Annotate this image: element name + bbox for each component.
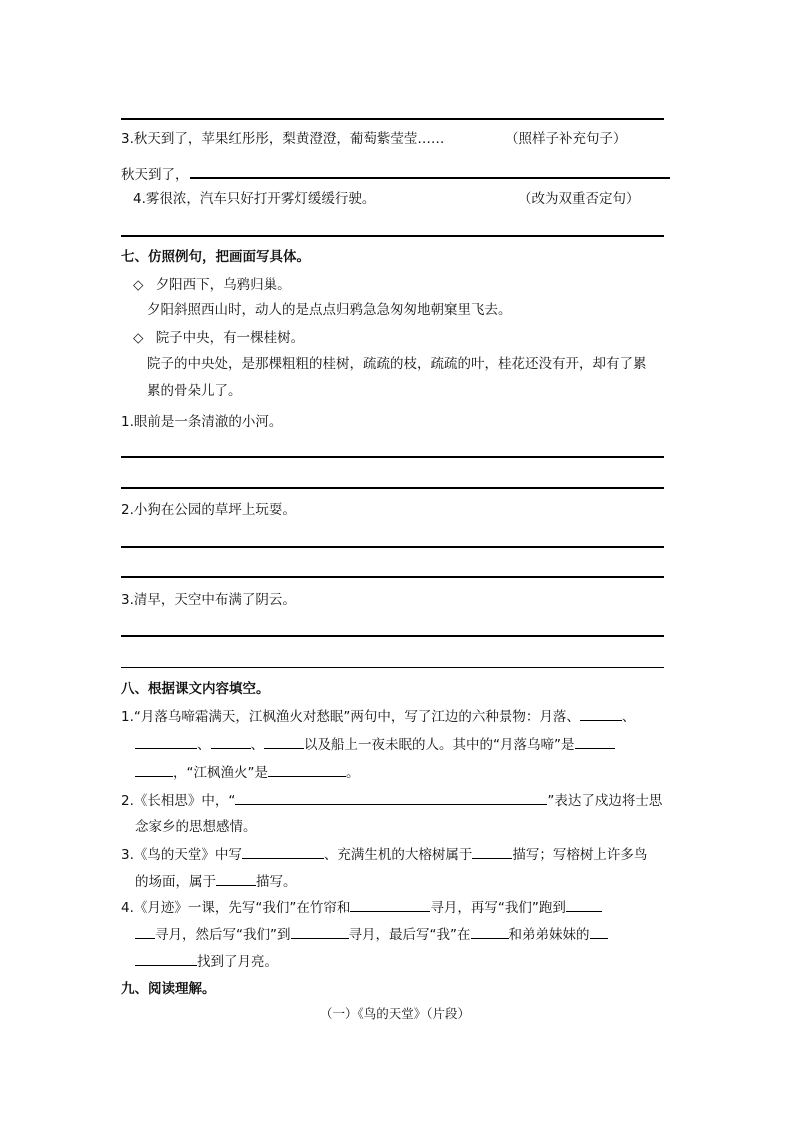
fill-8-4-text: 寻月，再写“我们”跑到 <box>430 900 566 916</box>
question-3-answer-prefix: 秋天到了， <box>121 167 189 183</box>
blank[interactable] <box>135 762 173 777</box>
exercise-7-2: 2.小狗在公园的草坪上玩耍。 <box>121 502 296 518</box>
question-3-text: 3.秋天到了，苹果红彤彤，梨黄澄澄，葡萄紫莹莹…… <box>121 131 445 147</box>
blank[interactable] <box>575 734 615 749</box>
fill-8-4-line2 <box>135 923 608 943</box>
exercise-7-1-answer-line[interactable] <box>121 456 664 458</box>
fill-8-1-line2 <box>135 733 615 753</box>
fill-8-4-line3 <box>135 950 278 970</box>
section-7-title: 七、仿照例句，把画面写具体。 <box>121 249 310 265</box>
fill-8-1-line3 <box>135 761 360 781</box>
fill-8-1-text: 1.“月落乌啼霜满天，江枫渔火对愁眠”两句中，写了江边的六种景物：月落、 <box>121 709 580 725</box>
fill-8-4-text: 找到了月亮。 <box>197 954 278 970</box>
section-9-title: 九、阅读理解。 <box>121 981 216 997</box>
question-3-answer-line[interactable] <box>190 177 670 179</box>
fill-8-3-text: 描写。 <box>256 874 297 890</box>
example-2-prompt-text: 院子中央，有一棵桂树。 <box>155 330 305 346</box>
diamond-bullet-icon: ◇ <box>133 330 144 346</box>
fill-8-1-text: 、 <box>197 737 211 753</box>
fill-8-2-text: 2.《长相思》中，“ <box>121 793 236 809</box>
blank[interactable] <box>471 924 509 939</box>
blank[interactable] <box>211 734 251 749</box>
diamond-bullet-icon: ◇ <box>133 277 144 293</box>
blank[interactable] <box>216 871 256 886</box>
exercise-7-3: 3.清早，天空中布满了阴云。 <box>121 592 296 608</box>
blank[interactable] <box>580 706 622 721</box>
blank[interactable] <box>135 924 155 939</box>
question-4-answer-line[interactable] <box>121 235 664 237</box>
exercise-7-3-answer-line[interactable] <box>121 635 664 637</box>
example-1-answer: 夕阳斜照西山时，动人的是点点归鸦急急匆匆地朝窠里飞去。 <box>147 302 512 318</box>
blank[interactable] <box>235 790 547 805</box>
section-8-title: 八、根据课文内容填空。 <box>121 681 270 697</box>
fill-8-4-text: 寻月，然后写“我们”到 <box>155 927 291 943</box>
fill-8-4-text: 4.《月迹》一课，先写“我们”在竹帘和 <box>121 900 351 916</box>
fill-8-3-text: 、充满生机的大榕树属于 <box>323 847 473 863</box>
exercise-7-1: 1.眼前是一条清澈的小河。 <box>121 414 283 430</box>
fill-8-4-line1 <box>121 896 602 916</box>
exercise-7-3-answer-line[interactable] <box>121 667 664 668</box>
example-2-answer-line1: 院子的中央处，是那棵粗粗的桂树，疏疏的枝，疏疏的叶，桂花还没有开，却有了累 <box>147 356 647 372</box>
blank[interactable] <box>268 762 346 777</box>
blank[interactable] <box>590 924 608 939</box>
fill-8-1-text: 以及船上一夜未眠的人。其中的“月落乌啼”是 <box>304 737 575 753</box>
fill-8-2-line1 <box>121 789 662 809</box>
question-4-text: 4.雾很浓，汽车只好打开雾灯缓缓行驶。 <box>133 191 376 207</box>
example-2-answer-line2: 累的骨朵儿了。 <box>147 383 242 399</box>
exercise-7-1-answer-line[interactable] <box>121 487 664 489</box>
fill-8-4-text: 寻月，最后写“我”在 <box>348 927 471 943</box>
blank[interactable] <box>472 844 512 859</box>
fill-8-3-line2 <box>135 870 297 890</box>
question-3 <box>121 127 444 147</box>
blank[interactable] <box>135 951 197 966</box>
fill-8-3-text: 的场面，属于 <box>135 874 216 890</box>
fill-8-1-line1 <box>121 705 635 725</box>
fill-8-3-line1 <box>121 843 647 863</box>
fill-8-1-text: 、 <box>250 737 264 753</box>
blank[interactable] <box>291 924 349 939</box>
blank[interactable] <box>135 734 197 749</box>
question-4-instruction: （改为双重否定句） <box>518 191 640 207</box>
fill-8-1-text: 、 <box>621 709 636 725</box>
exercise-7-2-answer-line[interactable] <box>121 546 664 548</box>
passage-title: （一）《鸟的天堂》（片段） <box>320 1006 471 1021</box>
answer-line[interactable] <box>121 118 664 120</box>
fill-8-3-text: 3.《鸟的天堂》中写 <box>121 847 242 863</box>
exercise-7-2-answer-line[interactable] <box>121 576 664 578</box>
fill-8-2-text: ”表达了戍边将士思 <box>547 793 663 809</box>
blank[interactable] <box>566 897 602 912</box>
example-2-prompt <box>133 326 304 346</box>
question-3-instruction: （照样子补充句子） <box>505 131 627 147</box>
blank[interactable] <box>350 897 430 912</box>
fill-8-1-text: 。 <box>346 765 360 781</box>
blank[interactable] <box>242 844 324 859</box>
blank[interactable] <box>264 734 304 749</box>
example-1-prompt-text: 夕阳西下，乌鸦归巢。 <box>155 277 291 293</box>
fill-8-3-text: 描写；写榕树上许多鸟 <box>512 847 648 863</box>
fill-8-1-text: ，“江枫渔火”是 <box>173 765 268 781</box>
fill-8-2-line2: 念家乡的思想感情。 <box>135 819 257 835</box>
example-1-prompt <box>133 273 291 293</box>
fill-8-4-text: 和弟弟妹妹的 <box>508 927 590 943</box>
